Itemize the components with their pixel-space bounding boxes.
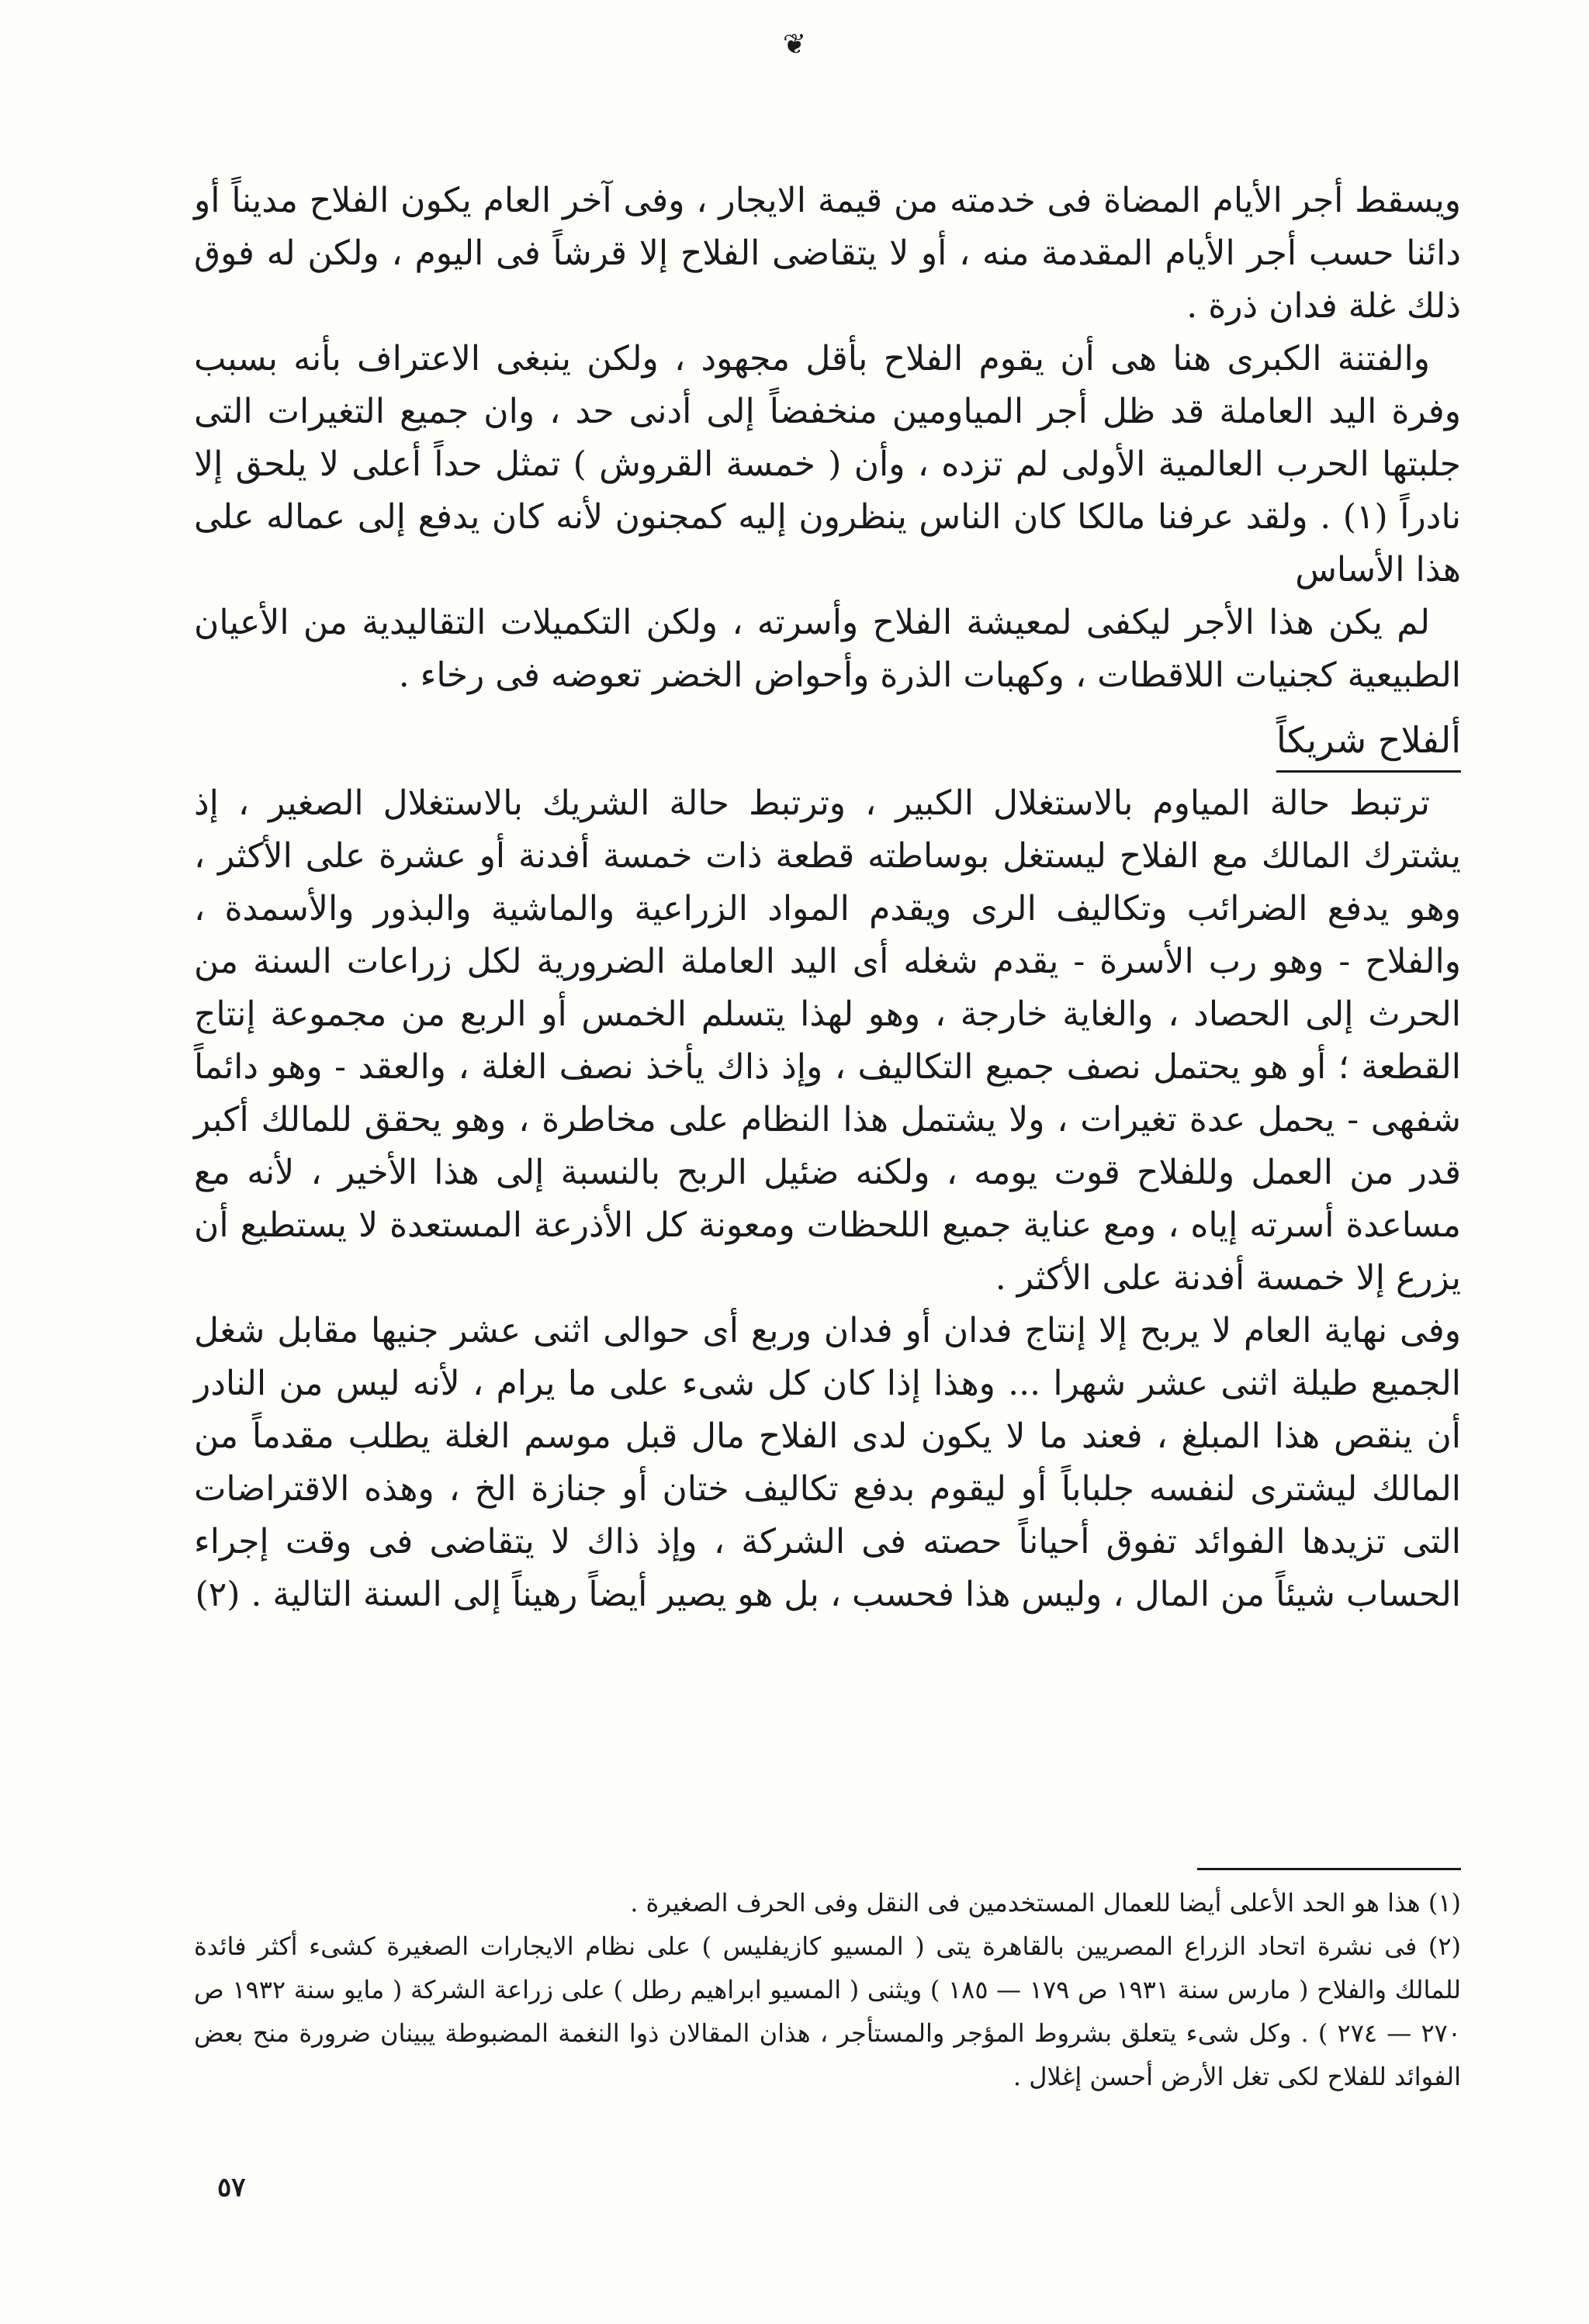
footnote: (٢) فى نشرة اتحاد الزراع المصريين بالقاهرة يتى ( المسيو كازيفليس ) على نظام الايجارات الصغيرة كشىء أكثر فائدة للمالك والفلاح ( مارس سنة ١٩٣١ ص ١٧٩ — ١٨٥ ) ويثنى ( المسيو ابراهيم رطل ) على زراعة الشركة ( مايو سنة ١٩٣٢ ص ٢٧٠ — ٢٧٤ ) . وكل شىء يتعلق بشروط المؤجر والمستأجر ، هذان المقالان ذوا النغمة المضبوطة يبينان ضرورة منح بعض الفوائد للفلاح لكى تغل الأرض أحسن إغلال .	[194, 1931, 1462, 2091]
section-heading: ألفلاح شريكاً	[1276, 713, 1461, 773]
main-text	[194, 175, 1461, 1621]
footnotes	[194, 1881, 1461, 2098]
paragraph: وفى نهاية العام لا يربح إلا إنتاج فدان أو فدان وربع أى حوالى اثنى عشر جنيها مقابل شغل الجميع طيلة اثنى عشر شهرا ... وهذا إذا كان كل شىء على ما يرام ، لأنه ليس من النادر أن ينقص هذا المبلغ ، فعند ما لا يكون لدى الفلاح مال قبل موسم الغلة يطلب مقدماً من المالك ليشترى لنفسه جلباباً أو ليقوم بدفع تكاليف ختان أو جنازة الخ ، وهذه الاقتراضات التى تزيدها الفوائد تفوق أحياناً حصته فى الشركة ، وإذ ذاك لا يتقاضى فى وقت إجراء الحساب شيئاً من المال ، وليس هذا فحسب ، بل هو يصير أيضاً رهيناً إلى السنة التالية . (٢)	[194, 1311, 1461, 1614]
paragraph: ترتبط حالة المياوم بالاستغلال الكبير ، وترتبط حالة الشريك بالاستغلال الصغير ، إذ يشترك المالك مع الفلاح ليستغل بوساطته قطعة ذات خمسة أفدنة أو عشرة على الأكثر ، وهو يدفع الضرائب وتكاليف الرى ويقدم المواد الزراعية والماشية والبذور والأسمدة ، والفلاح - وهو رب الأسرة - يقدم شغله أى اليد العاملة الضرورية لكل زراعات السنة من الحرث إلى الحصاد ، والغاية خارجة ، وهو لهذا يتسلم الخمس أو الربع من مجموعة إنتاج القطعة ؛ أو هو يحتمل نصف جميع التكاليف ، وإذ ذاك يأخذ نصف الغلة ، والعقد - وهو دائماً شفهى - يحمل عدة تغيرات ، ولا يشتمل هذا النظام على مخاطرة ، وهو يحقق للمالك أكبر قدر من العمل وللفلاح قوت يومه ، ولكنه ضئيل الربح بالنسبة إلى هذا الأخير ، لأنه مع مساعدة أسرته إياه ، ومع عناية جميع اللحظات ومعونة كل الأذرعة المستعدة لا يستطيع أن يزرع إلا خمسة أفدنة على الأكثر .	[194, 783, 1461, 1298]
paragraph: لم يكن هذا الأجر ليكفى لمعيشة الفلاح وأسرته ، ولكن التكميلات التقاليدية من الأعيان الطبيعية كجنيات اللاقطات ، وكهبات الذرة وأحواض الخضر تعوضه فى رخاء .	[194, 603, 1461, 695]
paragraph: والفتنة الكبرى هنا هى أن يقوم الفلاح بأقل مجهود ، ولكن ينبغى الاعتراف بأنه بسبب وفرة اليد العاملة قد ظل أجر المياومين منخفضاً إلى أدنى حد ، وان جميع التغيرات التى جلبتها الحرب العالمية الأولى لم تزده ، وأن ( خمسة القروش ) تمثل حداً أعلى لا يلحق إلا نادراً (١) . ولقد عرفنا مالكا كان الناس ينظرون إليه كمجنون لأنه كان يدفع إلى عماله على هذا الأساس	[194, 339, 1461, 590]
paragraph: ويسقط أجر الأيام المضاة فى خدمته من قيمة الايجار ، وفى آخر العام يكون الفلاح مديناً أو دائنا حسب أجر الأيام المقدمة منه ، أو لا يتقاضى الفلاح إلا قرشاً فى اليوم ، ولكن له فوق ذلك غلة فدان ذرة .	[194, 181, 1461, 326]
footnote: (١) هذا هو الحد الأعلى أيضا للعمال المستخدمين فى النقل وفى الحرف الصغيرة .	[630, 1888, 1461, 1918]
ornament-icon: ❦	[782, 29, 807, 61]
footnote-divider	[1197, 1868, 1461, 1870]
section-heading-row	[194, 702, 1461, 777]
page-number: ٥٧	[217, 2172, 246, 2203]
